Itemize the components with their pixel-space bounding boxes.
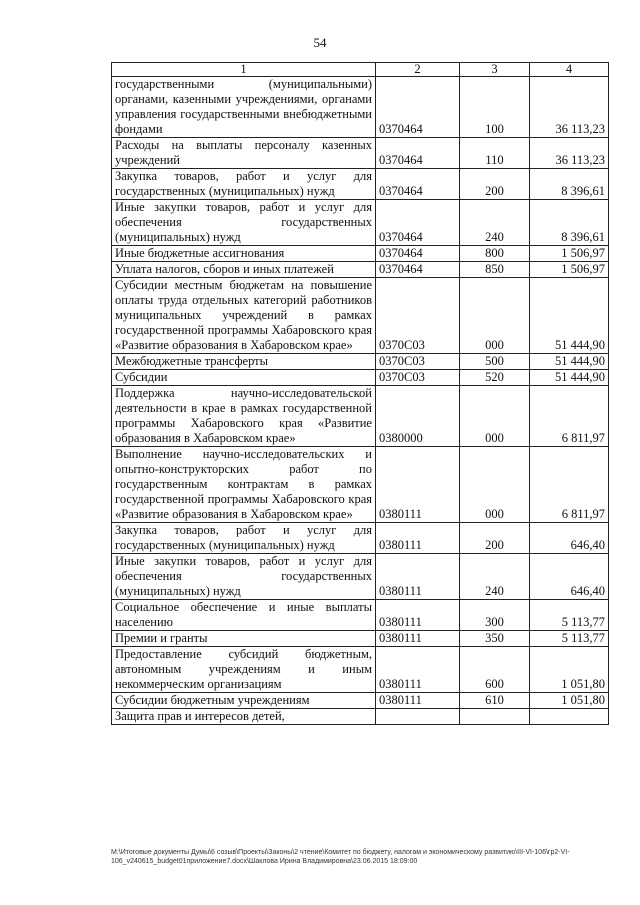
table-row xyxy=(112,246,609,262)
row-name-cell: Предоставление субсидий бюджетным, автономным учреждениям и иным некоммерческим организациям xyxy=(112,647,376,693)
row-sum-cell: 51 444,90 xyxy=(530,354,609,370)
row-type-cell: 200 xyxy=(460,169,530,200)
row-type-cell: 520 xyxy=(460,370,530,386)
row-code-cell: 0370464 xyxy=(376,77,460,138)
row-type-cell: 240 xyxy=(460,554,530,600)
row-name-cell: Иные закупки товаров, работ и услуг для обеспечения государственных (муниципальных) нужд xyxy=(112,554,376,600)
row-sum-cell: 6 811,97 xyxy=(530,447,609,523)
row-sum-cell: 51 444,90 xyxy=(530,278,609,354)
row-name-cell: Премии и гранты xyxy=(112,631,376,647)
table-row xyxy=(112,138,609,169)
row-code-cell: 0380111 xyxy=(376,447,460,523)
row-type-cell: 100 xyxy=(460,77,530,138)
table-header-row xyxy=(112,63,609,77)
column-header: 4 xyxy=(530,63,609,77)
row-sum-cell: 8 396,61 xyxy=(530,169,609,200)
row-code-cell: 0370464 xyxy=(376,262,460,278)
row-name-cell: Межбюджетные трансферты xyxy=(112,354,376,370)
table-row xyxy=(112,600,609,631)
row-code-cell: 0370464 xyxy=(376,169,460,200)
row-code-cell: 0370464 xyxy=(376,246,460,262)
row-sum-cell: 646,40 xyxy=(530,523,609,554)
column-header: 1 xyxy=(112,63,376,77)
row-name-cell: Выполнение научно-исследовательских и опытно-конструкторских работ по государственным контрактам в рамках государственной программы Хабаровского края «Развитие образования в Хабаровском крае» xyxy=(112,447,376,523)
table-row xyxy=(112,169,609,200)
row-code-cell: 0380111 xyxy=(376,647,460,693)
row-name-cell: Закупка товаров, работ и услуг для государственных (муниципальных) нужд xyxy=(112,523,376,554)
table-row xyxy=(112,554,609,600)
table-row xyxy=(112,354,609,370)
row-name-cell: Уплата налогов, сборов и иных платежей xyxy=(112,262,376,278)
row-code-cell: 0370464 xyxy=(376,200,460,246)
table-body xyxy=(112,77,609,725)
row-code-cell: 0370С03 xyxy=(376,354,460,370)
row-sum-cell: 51 444,90 xyxy=(530,370,609,386)
row-type-cell: 850 xyxy=(460,262,530,278)
budget-table xyxy=(111,62,609,725)
row-sum-cell xyxy=(530,709,609,725)
row-type-cell: 200 xyxy=(460,523,530,554)
column-header: 3 xyxy=(460,63,530,77)
row-sum-cell: 1 506,97 xyxy=(530,246,609,262)
row-name-cell: Расходы на выплаты персоналу казенных учреждений xyxy=(112,138,376,169)
row-sum-cell: 646,40 xyxy=(530,554,609,600)
row-name-cell: Поддержка научно-исследовательской деятельности в крае в рамках государственной программы Хабаровского края «Развитие образования в Хабаровском крае» xyxy=(112,386,376,447)
table-row xyxy=(112,278,609,354)
table-row xyxy=(112,631,609,647)
row-code-cell: 0380111 xyxy=(376,693,460,709)
row-code-cell: 0380111 xyxy=(376,600,460,631)
table-row xyxy=(112,370,609,386)
row-type-cell: 500 xyxy=(460,354,530,370)
row-type-cell: 350 xyxy=(460,631,530,647)
row-code-cell: 0380111 xyxy=(376,523,460,554)
row-name-cell: Социальное обеспечение и иные выплаты населению xyxy=(112,600,376,631)
row-type-cell: 300 xyxy=(460,600,530,631)
table-row xyxy=(112,386,609,447)
row-code-cell xyxy=(376,709,460,725)
table-row xyxy=(112,709,609,725)
row-type-cell: 110 xyxy=(460,138,530,169)
row-name-cell: Защита прав и интересов детей, xyxy=(112,709,376,725)
row-sum-cell: 1 051,80 xyxy=(530,647,609,693)
row-sum-cell: 36 113,23 xyxy=(530,77,609,138)
row-sum-cell: 5 113,77 xyxy=(530,631,609,647)
row-sum-cell: 5 113,77 xyxy=(530,600,609,631)
row-name-cell: Иные закупки товаров, работ и услуг для обеспечения государственных (муниципальных) нужд xyxy=(112,200,376,246)
row-code-cell: 0380111 xyxy=(376,554,460,600)
table-row xyxy=(112,523,609,554)
table-row xyxy=(112,200,609,246)
row-code-cell: 0380000 xyxy=(376,386,460,447)
row-sum-cell: 1 051,80 xyxy=(530,693,609,709)
table-row xyxy=(112,647,609,693)
row-name-cell: Субсидии местным бюджетам на повышение оплаты труда отдельных категорий работников муниципальных учреждений в рамках государственной программы Хабаровского края «Развитие образования в Хабаровском крае» xyxy=(112,278,376,354)
row-name-cell: Иные бюджетные ассигнования xyxy=(112,246,376,262)
row-name-cell: Субсидии xyxy=(112,370,376,386)
row-name-cell: государственными (муниципальными) органами, казенными учреждениями, органами управления государственными внебюджетными фондами xyxy=(112,77,376,138)
row-sum-cell: 36 113,23 xyxy=(530,138,609,169)
row-type-cell: 240 xyxy=(460,200,530,246)
row-type-cell: 610 xyxy=(460,693,530,709)
row-code-cell: 0370С03 xyxy=(376,278,460,354)
row-name-cell: Закупка товаров, работ и услуг для государственных (муниципальных) нужд xyxy=(112,169,376,200)
row-name-cell: Субсидии бюджетным учреждениям xyxy=(112,693,376,709)
row-type-cell: 000 xyxy=(460,386,530,447)
column-header: 2 xyxy=(376,63,460,77)
row-code-cell: 0370С03 xyxy=(376,370,460,386)
page-number: 54 xyxy=(313,35,327,50)
table-row xyxy=(112,77,609,138)
row-type-cell: 000 xyxy=(460,447,530,523)
document-footer-path: M:\Итоговые документы Думы\6 созыв\Проекты\Законы\2 чтение\Комитет по бюджету, налогам и экономическому развитию\III-VI-106\гр2-VI-106_v240615_budget01приложение7.docx\Шаклова Ирина Владимировна\23.06.2015 18:09:00 xyxy=(111,849,570,865)
table-row xyxy=(112,693,609,709)
row-code-cell: 0380111 xyxy=(376,631,460,647)
row-type-cell: 800 xyxy=(460,246,530,262)
row-sum-cell: 6 811,97 xyxy=(530,386,609,447)
table-row xyxy=(112,262,609,278)
row-sum-cell: 1 506,97 xyxy=(530,262,609,278)
row-sum-cell: 8 396,61 xyxy=(530,200,609,246)
row-type-cell xyxy=(460,709,530,725)
row-type-cell: 000 xyxy=(460,278,530,354)
row-code-cell: 0370464 xyxy=(376,138,460,169)
row-type-cell: 600 xyxy=(460,647,530,693)
table-row xyxy=(112,447,609,523)
